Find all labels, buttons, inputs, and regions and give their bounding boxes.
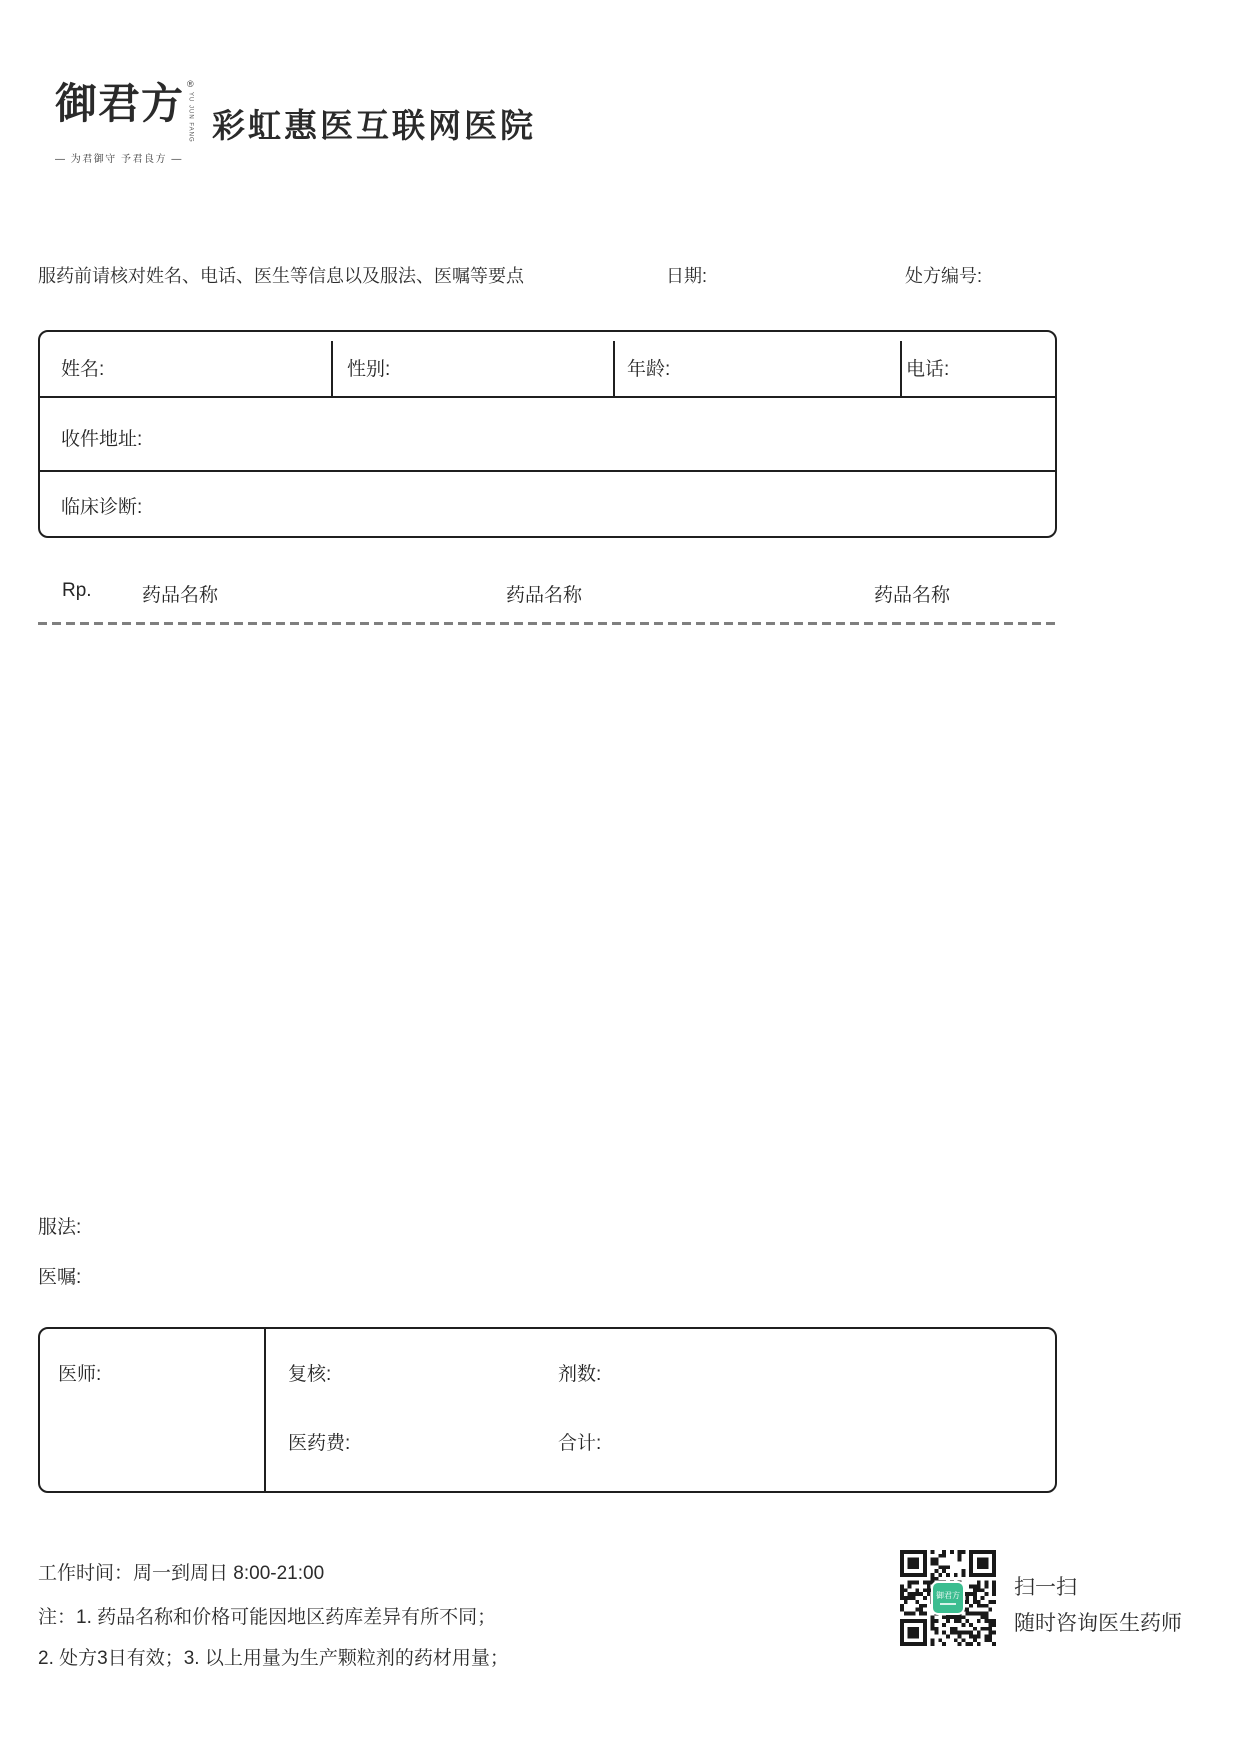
doses-field-label: 剂数: [558,1364,602,1385]
qr-center-logo-text: 御君方 [936,1590,960,1600]
patient-row-diagnosis [40,472,1055,534]
total-field-label: 合计: [558,1433,602,1454]
reviewer-field-label: 复核: [288,1364,332,1385]
name-field-label: 姓名: [61,359,105,380]
patient-row-address [40,398,1055,472]
physician-field-label: 医师: [58,1364,102,1385]
rp-label: Rp. [62,580,92,601]
fee-field-label: 医药费: [288,1433,351,1454]
qr-center-logo-underline [940,1603,956,1605]
hospital-title: 彩虹惠医互联网医院 [212,107,536,144]
logo-text: 御君方 [55,79,185,128]
dashed-separator [38,622,1057,625]
logo-vertical-text: YU JUN FANG [187,92,194,143]
qr-code [900,1550,996,1646]
advice-label: 医嘱: [38,1267,82,1288]
column-divider [264,1329,266,1491]
patient-info-box [38,330,1057,538]
drug-column-header: 药品名称 [142,585,219,606]
notice-text: 服药前请核对姓名、电话、医生等信息以及服法、医嘱等要点 [38,266,524,286]
working-hours-text: 工作时间：周一到周日 8:00-21:00 [38,1563,325,1584]
column-divider [331,341,333,396]
column-divider [613,341,615,396]
age-field-label: 年龄: [627,359,671,380]
drug-column-header: 药品名称 [874,585,951,606]
qr-scan-label: 扫一扫 [1014,1576,1077,1599]
qr-consult-label: 随时咨询医生药师 [1014,1612,1182,1635]
note-line-1: 注：1. 药品名称和价格可能因地区药库差异有所不同； [38,1607,497,1628]
note-line-2: 2. 处方3日有效；3. 以上用量为生产颗粒剂的药材用量； [38,1648,509,1669]
signoff-box [38,1327,1057,1493]
gender-field-label: 性别: [347,359,391,380]
diagnosis-field-label: 临床诊断: [61,497,143,518]
date-label: 日期: [666,266,708,286]
drug-column-header: 药品名称 [506,585,583,606]
logo-tagline: — 为君御守 予君良方 — [55,153,183,165]
phone-field-label: 电话: [906,359,950,380]
rx-number-label: 处方编号: [905,266,983,286]
registered-mark-icon: ® [187,79,194,89]
column-divider [900,341,902,396]
usage-label: 服法: [38,1217,82,1238]
qr-center-logo [931,1581,965,1615]
address-field-label: 收件地址: [61,429,143,450]
brand-logo [55,79,205,165]
patient-row-identity [40,332,1055,398]
